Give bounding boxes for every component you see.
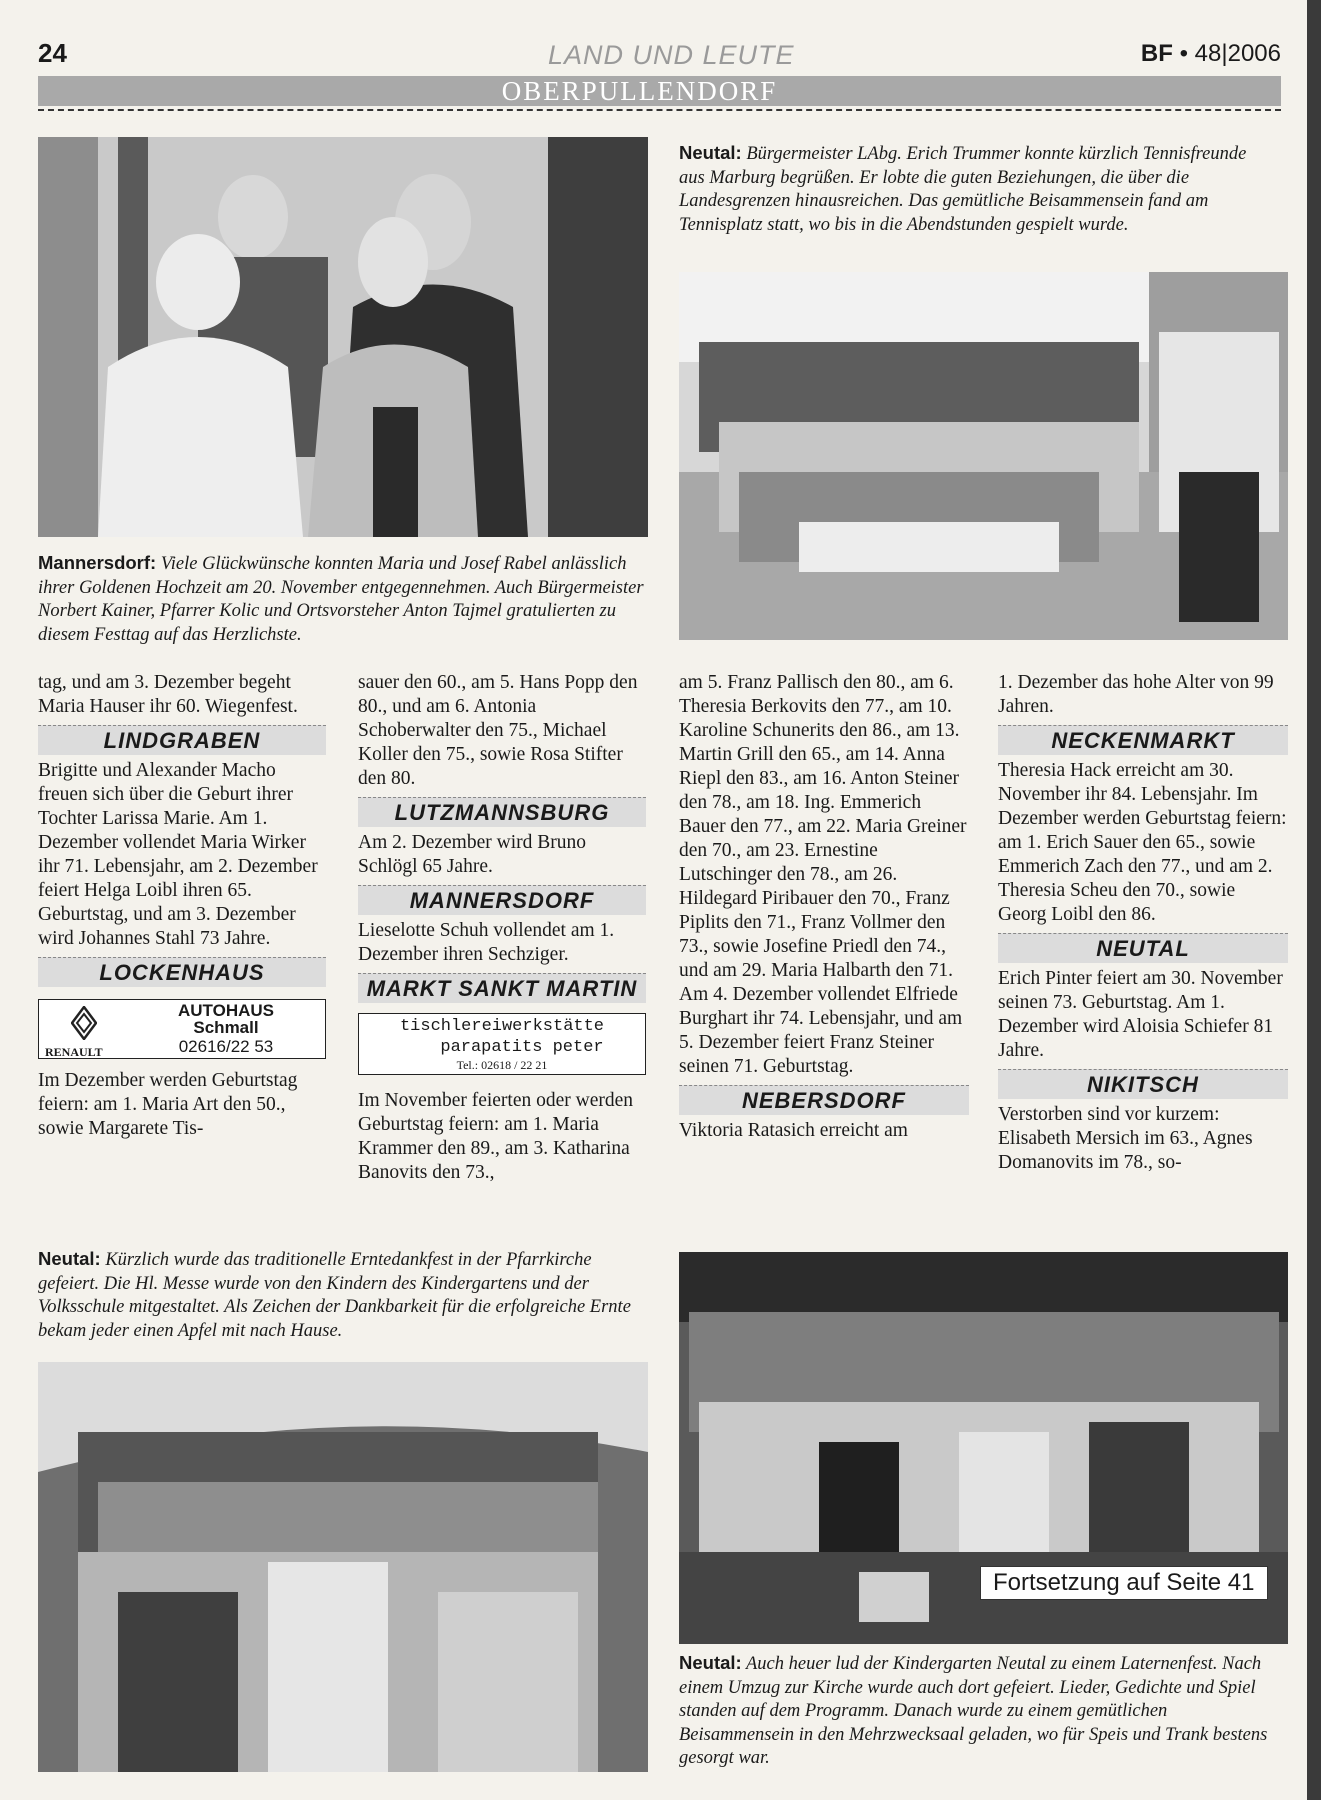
caption-neutal-tennis — [679, 141, 1271, 237]
publication-name: BF — [1140, 40, 1173, 67]
text-lindgraben: Brigitte und Alexander Macho freuen sich über die Geburt ihrer Tochter Larissa Marie. Am 1. Dezember vollendet Maria Wirker ihr 71. Lebensjahr, am 2. Dezember feiert Helga Loibl ihren 65. Geburtstag, und am 3. Dezember wird Johannes Stahl 73 Jahre. — [38, 760, 318, 949]
ad-brand: RENAULT — [45, 1045, 103, 1059]
heading-markt-sankt-martin: MARKT SANKT MARTIN — [358, 973, 646, 1003]
caption-mannersdorf — [38, 551, 658, 647]
region-title: OBERPULLENDORF — [501, 76, 778, 106]
text-nikitsch: Verstorben sind vor kurzem: Elisabeth Mersich im 63., Agnes Domanovits im 78., so- — [998, 1104, 1253, 1173]
text-lutzmannsburg: Am 2. Dezember wird Bruno Schlögl 65 Jahre. — [358, 832, 586, 877]
col4-intro: 1. Dezember das hohe Alter von 99 Jahren. — [998, 672, 1274, 717]
col3-intro: am 5. Franz Pallisch den 80., am 6. Theresia Berkovits den 77., am 10. Karoline Schunerits den 86., am 13. Martin Grill den 65., am 14. Anna Riepl den 83., am 16. Anton Steiner den 78., am 18. Ing. Emmerich Bauer den 77., am 22. Maria Greiner den 70., am 23. Ernestine Lutschinger den 78., am 26. Hildegard Piribauer den 70., Franz Piplits den 71., Franz Vollmer den 73., sowie Josefine Priedl den 74., und am 29. Maria Halbarth den 71. Am 4. Dezember vollendet Elfriede Burghart ihr 74. Lebensjahr, und am 5. Dezember feiert Franz Steiner seinen 71. Geburtstag. — [679, 672, 967, 1077]
caption-place: Mannersdorf: — [38, 552, 157, 573]
column-4 — [998, 671, 1288, 1175]
region-band — [38, 76, 1281, 106]
caption-neutal-laterne — [679, 1651, 1279, 1771]
text-mannersdorf: Lieselotte Schuh vollendet am 1. Dezember ihren Sechziger. — [358, 920, 615, 965]
heading-nikitsch: NIKITSCH — [998, 1069, 1288, 1099]
heading-lutzmannsburg: LUTZMANNSBURG — [358, 797, 646, 827]
col2-intro: sauer den 60., am 5. Hans Popp den 80., und am 6. Antonia Schoberwalter den 75., Michael Koller den 75., sowie Rosa Stifter den 80. — [358, 672, 638, 789]
ad-name-1: AUTOHAUS — [177, 1001, 275, 1020]
ad-tischlerei — [358, 1013, 646, 1075]
issue-info — [1141, 40, 1281, 68]
issue-number: 48|2006 — [1194, 40, 1281, 67]
text-markt-sankt-martin: Im November feierten oder werden Geburtstag feiern: am 1. Maria Krammer den 89., am 3. Katharina Banovits den 73., — [358, 1090, 634, 1183]
heading-mannersdorf: MANNERSDORF — [358, 885, 646, 915]
heading-neckenmarkt: NECKENMARKT — [998, 725, 1288, 755]
ad-tischlerei-line2: parapatits peter — [440, 1038, 604, 1057]
column-3 — [679, 671, 969, 1143]
col1-intro: tag, und am 3. Dezember begeht Maria Hauser ihr 60. Wiegenfest. — [38, 672, 298, 717]
heading-lockenhaus: LOCKENHAUS — [38, 957, 326, 987]
heading-neutal: NEUTAL — [998, 933, 1288, 963]
photo-children-choir — [38, 1362, 648, 1772]
text-nebersdorf: Viktoria Ratasich erreicht am — [679, 1120, 908, 1141]
photo-golden-wedding — [38, 137, 648, 537]
ad-tischlerei-line1: tischlereiwerkstätte — [399, 1017, 605, 1036]
ad-name-2: Schmall — [193, 1018, 259, 1037]
section-title: LAND UND LEUTE — [548, 40, 795, 70]
ad-tischlerei-tel: Tel.: 02618 / 22 21 — [456, 1058, 548, 1072]
header-divider — [38, 109, 1281, 111]
page-number: 24 — [38, 38, 67, 68]
column-2 — [358, 671, 646, 1185]
text-neckenmarkt: Theresia Hack erreicht am 30. November ihr 84. Lebensjahr. Im Dezember werden Geburtstag feiern: am 1. Erich Sauer den 65., sowie Emmerich Zach den 77., und am 2. Theresia Scheu den 70., sowie Georg Loibl den 86. — [998, 760, 1287, 925]
ad-phone: 02616/22 53 — [178, 1037, 274, 1056]
caption-neutal-erntedank — [38, 1247, 648, 1343]
text-lockenhaus: Im Dezember werden Geburtstag feiern: am 1. Maria Art den 50., sowie Margarete Tis- — [38, 1070, 298, 1139]
continuation-note: Fortsetzung auf Seite 41 — [980, 1566, 1268, 1600]
ad-autohaus-schmall — [38, 999, 326, 1059]
heading-lindgraben: LINDGRABEN — [38, 725, 326, 755]
bullet: • — [1179, 40, 1188, 67]
caption-text: Auch heuer lud der Kindergarten Neutal zu einem Laternenfest. Nach einem Umzug zur Kirche wurde auch dort gefeiert. Lieder, Gedichte und Spiel standen auf dem Programm. Danach wurde zu einem gemütlichen Beisammensein in den Mehrzwecksaal geladen, wo für Speis und Trank bestens gesorgt war. — [679, 1654, 1268, 1768]
caption-text: Kürzlich wurde das traditionelle Erntedankfest in der Pfarrkirche gefeiert. Die Hl. Messe wurde von den Kindern des Kindergartens und der Volksschule mitgestaltet. Als Zeichen der Dankbarkeit für die erfolgreiche Ernte bekam jeder einen Apfel mit nach Hause. — [38, 1250, 631, 1341]
caption-text: Bürgermeister LAbg. Erich Trummer konnte kürzlich Tennisfreunde aus Marburg begrüßen. Er lobte die guten Beziehungen, die über die Landesgrenzen hinausreichen. Das gemütliche Beisammensein fand am Tennisplatz statt, wo bis in die Abendstunden gespielt wurde. — [679, 144, 1247, 235]
caption-text: Viele Glückwünsche konnten Maria und Josef Rabel anlässlich ihrer Goldenen Hochzeit am 20. November entgegennehmen. Auch Bürgermeister Norbert Kainer, Pfarrer Kolic und Ortsvorsteher Anton Tajmel gratulierten zu diesem Festtag auf das Herzlichste. — [38, 554, 644, 645]
caption-place: Neutal: — [679, 1652, 742, 1673]
text-neutal: Erich Pinter feiert am 30. November seinen 73. Geburtstag. Am 1. Dezember wird Aloisia Schiefer 81 Jahre. — [998, 968, 1283, 1061]
photo-tennis-group — [679, 272, 1288, 640]
caption-place: Neutal: — [38, 1248, 101, 1269]
caption-place: Neutal: — [679, 142, 742, 163]
renault-logo-icon — [71, 1006, 97, 1040]
heading-nebersdorf: NEBERSDORF — [679, 1085, 969, 1115]
page-spine-shadow — [1307, 0, 1321, 1800]
column-1 — [38, 671, 326, 1141]
